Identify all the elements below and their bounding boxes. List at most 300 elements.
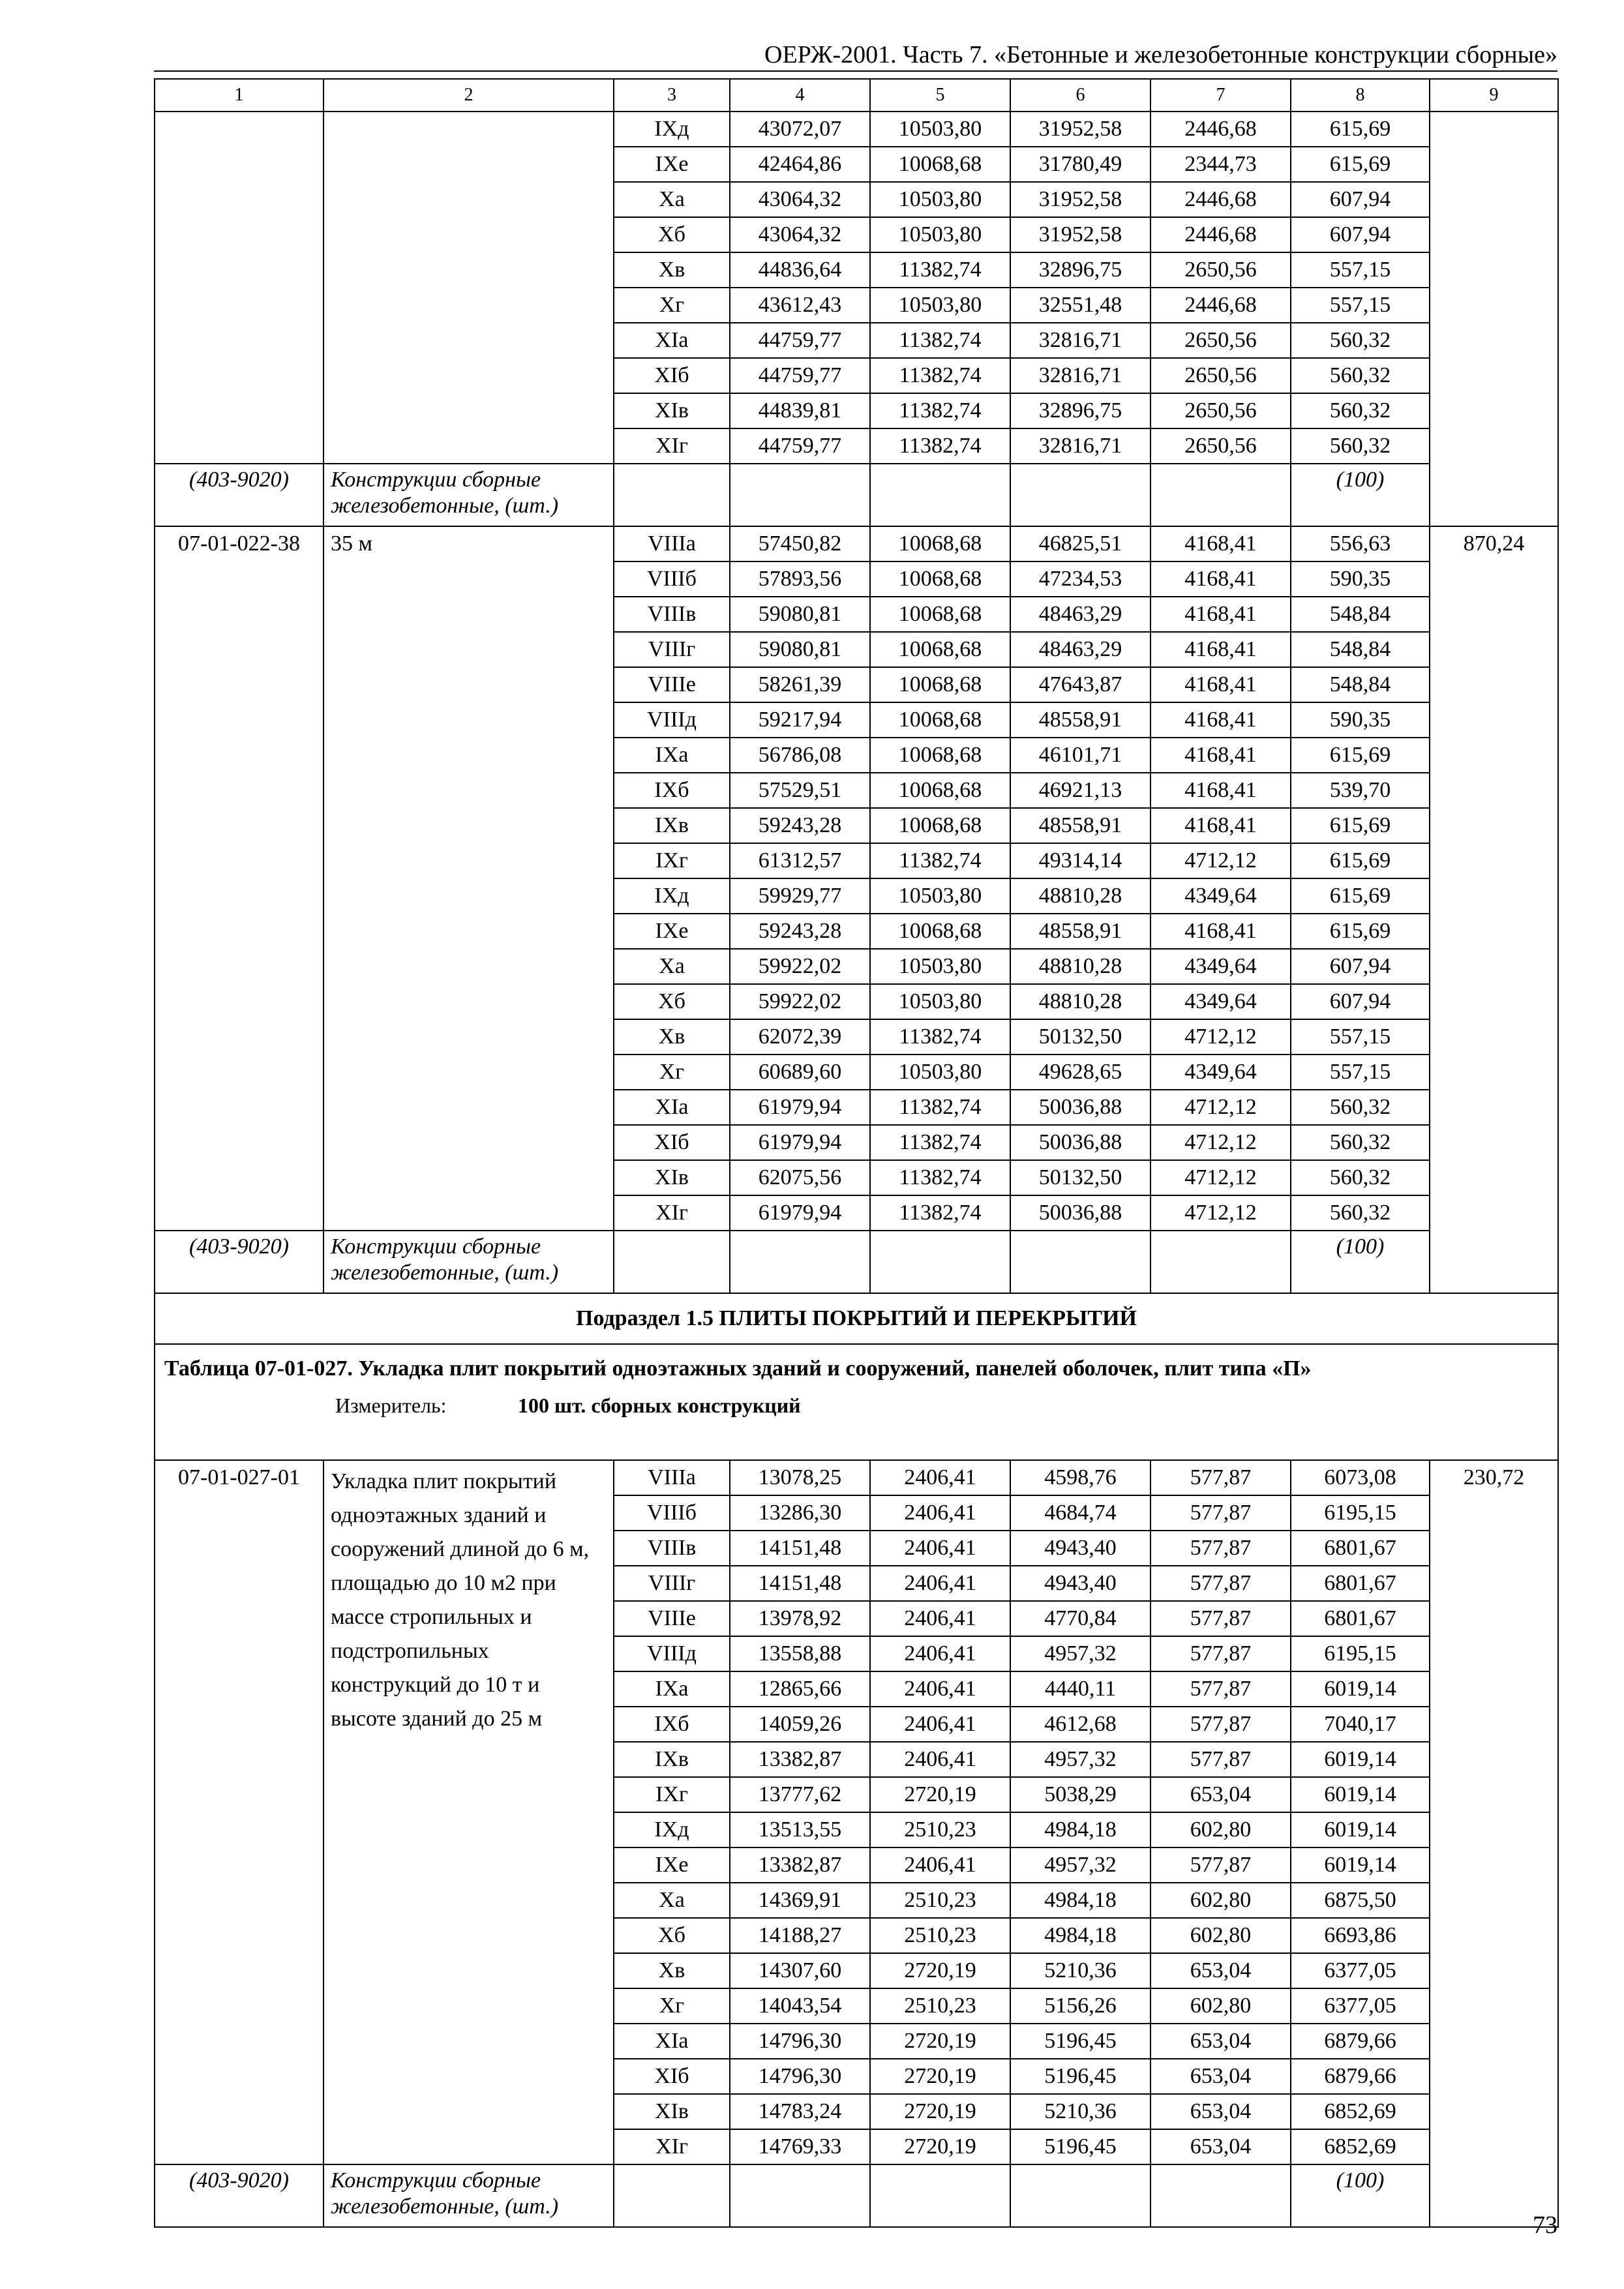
region-zone: IXе [614,1848,730,1883]
rate-description [323,112,614,464]
material-cost: 6852,69 [1291,2094,1430,2129]
total-cost: 61312,57 [730,843,870,878]
machine-cost: 4957,32 [1010,1742,1150,1777]
total-cost: 42464,86 [730,147,870,182]
labor-cost: 10068,68 [870,526,1010,561]
empty-cell [1010,464,1150,526]
region-zone: XIб [614,358,730,393]
labor-cost: 10068,68 [870,597,1010,632]
region-zone: Xа [614,182,730,217]
machine-cost: 31952,58 [1010,112,1150,147]
total-cost: 43064,32 [730,217,870,252]
column-number: 4 [730,79,870,112]
resource-code: (403-9020) [155,1231,323,1293]
machine-cost: 32896,75 [1010,393,1150,428]
resource-name: Конструкции сборные железобетонные, (шт.) [323,464,614,526]
empty-cell [614,464,730,526]
labor-cost: 11382,74 [870,1090,1010,1125]
column-number: 3 [614,79,730,112]
machinist-wage: 4168,41 [1150,632,1291,667]
empty-cell [1150,464,1291,526]
measure-unit-value: 100 шт. сборных конструкций [518,1394,801,1417]
labor-cost: 2720,19 [870,2024,1010,2059]
machinist-wage: 602,80 [1150,1988,1291,2024]
labor-hours [1430,112,1558,526]
total-cost: 13558,88 [730,1636,870,1671]
region-zone: XIб [614,1125,730,1160]
material-cost: 607,94 [1291,984,1430,1019]
total-cost: 59243,28 [730,808,870,843]
machine-cost: 31952,58 [1010,217,1150,252]
total-cost: 59922,02 [730,984,870,1019]
labor-cost: 11382,74 [870,1195,1010,1231]
region-zone: VIIIд [614,1636,730,1671]
machine-cost: 48558,91 [1010,702,1150,738]
rates-table [154,78,1559,2228]
material-cost: 615,69 [1291,843,1430,878]
region-zone: VIIIг [614,1566,730,1601]
machine-cost: 4984,18 [1010,1883,1150,1918]
empty-cell [1150,1231,1291,1293]
total-cost: 13078,25 [730,1460,870,1495]
material-cost: 607,94 [1291,182,1430,217]
material-cost: 557,15 [1291,1055,1430,1090]
machinist-wage: 4349,64 [1150,878,1291,914]
labor-cost: 10503,80 [870,112,1010,147]
material-cost: 560,32 [1291,323,1430,358]
machinist-wage: 653,04 [1150,2129,1291,2164]
region-zone: XIв [614,2094,730,2129]
material-cost: 6693,86 [1291,1918,1430,1953]
resource-row [155,2164,1558,2227]
rate-row [155,1460,1558,1495]
total-cost: 59243,28 [730,914,870,949]
region-zone: XIб [614,2059,730,2094]
machinist-wage: 4349,64 [1150,984,1291,1019]
region-zone: IXв [614,1742,730,1777]
labor-cost: 11382,74 [870,843,1010,878]
labor-cost: 2720,19 [870,1953,1010,1988]
total-cost: 61979,94 [730,1090,870,1125]
total-cost: 14369,91 [730,1883,870,1918]
machine-cost: 46825,51 [1010,526,1150,561]
page-number: 73 [1533,2211,1557,2239]
total-cost: 57893,56 [730,561,870,597]
labor-cost: 10068,68 [870,147,1010,182]
machine-cost: 4943,40 [1010,1531,1150,1566]
region-zone: IXг [614,1777,730,1812]
resource-row [155,464,1558,526]
machinist-wage: 4168,41 [1150,526,1291,561]
region-zone: Xг [614,288,730,323]
machine-cost: 4770,84 [1010,1601,1150,1636]
machinist-wage: 577,87 [1150,1848,1291,1883]
labor-cost: 2406,41 [870,1848,1010,1883]
material-cost: 556,63 [1291,526,1430,561]
machine-cost: 4984,18 [1010,1812,1150,1848]
total-cost: 62072,39 [730,1019,870,1055]
total-cost: 59929,77 [730,878,870,914]
labor-cost: 10068,68 [870,667,1010,702]
machinist-wage: 2650,56 [1150,393,1291,428]
material-cost: 6801,67 [1291,1531,1430,1566]
labor-cost: 11382,74 [870,1125,1010,1160]
labor-cost: 10503,80 [870,217,1010,252]
machine-cost: 46921,13 [1010,773,1150,808]
machine-cost: 4957,32 [1010,1636,1150,1671]
labor-cost: 10503,80 [870,949,1010,984]
labor-cost: 2406,41 [870,1566,1010,1601]
machine-cost: 5196,45 [1010,2059,1150,2094]
material-cost: 607,94 [1291,949,1430,984]
machine-cost: 48463,29 [1010,632,1150,667]
measure-unit-label: Измеритель: [335,1394,447,1417]
machine-cost: 48810,28 [1010,878,1150,914]
labor-cost: 2510,23 [870,1918,1010,1953]
machinist-wage: 4168,41 [1150,561,1291,597]
machinist-wage: 4349,64 [1150,949,1291,984]
labor-cost: 10068,68 [870,702,1010,738]
rate-description: 35 м [323,526,614,1231]
labor-cost: 10068,68 [870,808,1010,843]
machinist-wage: 2650,56 [1150,323,1291,358]
region-zone: XIг [614,428,730,464]
material-cost: 590,35 [1291,561,1430,597]
labor-cost: 11382,74 [870,1160,1010,1195]
region-zone: XIа [614,1090,730,1125]
machinist-wage: 4168,41 [1150,597,1291,632]
material-cost: 615,69 [1291,878,1430,914]
machinist-wage: 4168,41 [1150,773,1291,808]
machinist-wage: 2446,68 [1150,217,1291,252]
total-cost: 14043,54 [730,1988,870,2024]
region-zone: VIIIб [614,1495,730,1531]
region-zone: IXе [614,147,730,182]
machinist-wage: 653,04 [1150,2059,1291,2094]
machinist-wage: 2446,68 [1150,288,1291,323]
labor-cost: 10503,80 [870,1055,1010,1090]
machine-cost: 48810,28 [1010,949,1150,984]
region-zone: XIг [614,1195,730,1231]
column-number-row [155,79,1558,112]
labor-cost: 11382,74 [870,323,1010,358]
machine-cost: 31780,49 [1010,147,1150,182]
table-title-row [155,1344,1558,1460]
region-zone: VIIIг [614,632,730,667]
total-cost: 62075,56 [730,1160,870,1195]
material-cost: 560,32 [1291,428,1430,464]
region-zone: VIIIв [614,1531,730,1566]
region-zone: Xб [614,984,730,1019]
rate-code: 07-01-027-01 [155,1460,323,2164]
total-cost: 61979,94 [730,1195,870,1231]
labor-cost: 10503,80 [870,878,1010,914]
labor-cost: 11382,74 [870,252,1010,288]
machine-cost: 32816,71 [1010,428,1150,464]
empty-cell [614,1231,730,1293]
material-cost: 615,69 [1291,112,1430,147]
rate-code [155,112,323,464]
region-zone: Xв [614,1019,730,1055]
region-zone: IXв [614,808,730,843]
labor-cost: 2720,19 [870,2059,1010,2094]
total-cost: 12865,66 [730,1671,870,1707]
total-cost: 44759,77 [730,358,870,393]
machinist-wage: 602,80 [1150,1918,1291,1953]
machine-cost: 5210,36 [1010,2094,1150,2129]
total-cost: 13382,87 [730,1848,870,1883]
material-cost: 615,69 [1291,738,1430,773]
material-cost: 6377,05 [1291,1953,1430,1988]
empty-cell [614,2164,730,2227]
region-zone: Xа [614,949,730,984]
rate-row [155,112,1558,147]
labor-cost: 2510,23 [870,1988,1010,2024]
labor-cost: 2406,41 [870,1601,1010,1636]
region-zone: VIIIа [614,526,730,561]
labor-cost: 2406,41 [870,1742,1010,1777]
empty-cell [730,1231,870,1293]
machine-cost: 32896,75 [1010,252,1150,288]
resource-quantity: (100) [1291,1231,1430,1293]
machine-cost: 48810,28 [1010,984,1150,1019]
table-title: Таблица 07-01-027. Укладка плит покрытий одноэтажных зданий и сооружений, панелей оболочек, плит типа «П» [164,1356,1312,1381]
measure-unit [164,1392,1548,1419]
total-cost: 13777,62 [730,1777,870,1812]
total-cost: 59217,94 [730,702,870,738]
labor-cost: 10068,68 [870,773,1010,808]
machine-cost: 32551,48 [1010,288,1150,323]
region-zone: XIв [614,393,730,428]
machine-cost: 5156,26 [1010,1988,1150,2024]
resource-quantity: (100) [1291,2164,1430,2227]
table-title-cell [155,1344,1558,1460]
empty-cell [730,464,870,526]
machinist-wage: 577,87 [1150,1707,1291,1742]
machinist-wage: 4349,64 [1150,1055,1291,1090]
material-cost: 548,84 [1291,632,1430,667]
machine-cost: 5210,36 [1010,1953,1150,1988]
total-cost: 58261,39 [730,667,870,702]
total-cost: 43612,43 [730,288,870,323]
region-zone: Xг [614,1988,730,2024]
machine-cost: 31952,58 [1010,182,1150,217]
machinist-wage: 2650,56 [1150,252,1291,288]
machinist-wage: 4712,12 [1150,1195,1291,1231]
resource-name: Конструкции сборные железобетонные, (шт.) [323,1231,614,1293]
labor-cost: 10068,68 [870,914,1010,949]
region-zone: Xа [614,1883,730,1918]
machine-cost: 50036,88 [1010,1090,1150,1125]
machinist-wage: 577,87 [1150,1495,1291,1531]
region-zone: Xв [614,252,730,288]
labor-cost: 2406,41 [870,1460,1010,1495]
machine-cost: 4943,40 [1010,1566,1150,1601]
total-cost: 44759,77 [730,428,870,464]
machinist-wage: 2650,56 [1150,428,1291,464]
total-cost: 60689,60 [730,1055,870,1090]
machinist-wage: 653,04 [1150,1777,1291,1812]
subsection-title: Подраздел 1.5 ПЛИТЫ ПОКРЫТИЙ И ПЕРЕКРЫТИЙ [155,1293,1558,1344]
total-cost: 14188,27 [730,1918,870,1953]
material-cost: 6195,15 [1291,1636,1430,1671]
region-zone: IXг [614,843,730,878]
machinist-wage: 602,80 [1150,1883,1291,1918]
labor-cost: 10068,68 [870,561,1010,597]
total-cost: 59922,02 [730,949,870,984]
machine-cost: 4957,32 [1010,1848,1150,1883]
labor-cost: 2510,23 [870,1812,1010,1848]
page-header-title: ОЕРЖ-2001. Часть 7. «Бетонные и железобетонные конструкции сборные» [764,41,1557,68]
machine-cost: 4984,18 [1010,1918,1150,1953]
total-cost: 44759,77 [730,323,870,358]
machinist-wage: 4712,12 [1150,843,1291,878]
rate-code: 07-01-022-38 [155,526,323,1231]
column-number: 2 [323,79,614,112]
region-zone: XIа [614,323,730,358]
total-cost: 14151,48 [730,1566,870,1601]
region-zone: Xб [614,1918,730,1953]
labor-cost: 11382,74 [870,428,1010,464]
machinist-wage: 2446,68 [1150,112,1291,147]
material-cost: 560,32 [1291,1125,1430,1160]
empty-cell [870,464,1010,526]
labor-cost: 2406,41 [870,1531,1010,1566]
machine-cost: 5196,45 [1010,2129,1150,2164]
region-zone: IXд [614,112,730,147]
region-zone: IXд [614,1812,730,1848]
material-cost: 6879,66 [1291,2024,1430,2059]
material-cost: 560,32 [1291,1090,1430,1125]
total-cost: 14151,48 [730,1531,870,1566]
machinist-wage: 653,04 [1150,2094,1291,2129]
labor-cost: 2406,41 [870,1671,1010,1707]
labor-cost: 2406,41 [870,1707,1010,1742]
machinist-wage: 4168,41 [1150,702,1291,738]
total-cost: 13978,92 [730,1601,870,1636]
machine-cost: 50132,50 [1010,1160,1150,1195]
material-cost: 6019,14 [1291,1742,1430,1777]
empty-cell [870,2164,1010,2227]
resource-row [155,1231,1558,1293]
machinist-wage: 4712,12 [1150,1160,1291,1195]
machinist-wage: 4168,41 [1150,667,1291,702]
total-cost: 57529,51 [730,773,870,808]
column-number: 8 [1291,79,1430,112]
total-cost: 56786,08 [730,738,870,773]
total-cost: 57450,82 [730,526,870,561]
total-cost: 59080,81 [730,632,870,667]
machinist-wage: 2650,56 [1150,358,1291,393]
region-zone: VIIIб [614,561,730,597]
empty-cell [730,2164,870,2227]
labor-cost: 2406,41 [870,1495,1010,1531]
material-cost: 6019,14 [1291,1812,1430,1848]
total-cost: 13382,87 [730,1742,870,1777]
material-cost: 560,32 [1291,358,1430,393]
labor-cost: 2720,19 [870,1777,1010,1812]
machine-cost: 50036,88 [1010,1125,1150,1160]
machine-cost: 49628,65 [1010,1055,1150,1090]
region-zone: Xб [614,217,730,252]
material-cost: 590,35 [1291,702,1430,738]
region-zone: IXа [614,1671,730,1707]
region-zone: VIIIе [614,1601,730,1636]
total-cost: 13513,55 [730,1812,870,1848]
labor-cost: 10503,80 [870,984,1010,1019]
machine-cost: 48558,91 [1010,914,1150,949]
machinist-wage: 4712,12 [1150,1090,1291,1125]
material-cost: 615,69 [1291,914,1430,949]
region-zone: Xг [614,1055,730,1090]
region-zone: IXа [614,738,730,773]
material-cost: 6073,08 [1291,1460,1430,1495]
machine-cost: 4440,11 [1010,1671,1150,1707]
region-zone: XIв [614,1160,730,1195]
material-cost: 6019,14 [1291,1848,1430,1883]
material-cost: 539,70 [1291,773,1430,808]
total-cost: 44839,81 [730,393,870,428]
machine-cost: 4612,68 [1010,1707,1150,1742]
region-zone: VIIIе [614,667,730,702]
resource-name: Конструкции сборные железобетонные, (шт.) [323,2164,614,2227]
machinist-wage: 2446,68 [1150,182,1291,217]
material-cost: 607,94 [1291,217,1430,252]
machinist-wage: 577,87 [1150,1460,1291,1495]
labor-cost: 11382,74 [870,358,1010,393]
machinist-wage: 4168,41 [1150,914,1291,949]
material-cost: 6019,14 [1291,1671,1430,1707]
region-zone: IXб [614,1707,730,1742]
labor-cost: 11382,74 [870,1019,1010,1055]
machine-cost: 48558,91 [1010,808,1150,843]
material-cost: 557,15 [1291,1019,1430,1055]
rate-description: Укладка плит покрытий одноэтажных зданий и сооружений длиной до 6 м, площадью до 10 м2 при массе стропильных и подстропильных конструкций до 10 т и высоте зданий до 25 м [323,1460,614,2164]
material-cost: 6377,05 [1291,1988,1430,2024]
total-cost: 44836,64 [730,252,870,288]
material-cost: 6801,67 [1291,1566,1430,1601]
material-cost: 7040,17 [1291,1707,1430,1742]
resource-quantity: (100) [1291,464,1430,526]
machine-cost: 46101,71 [1010,738,1150,773]
labor-hours: 230,72 [1430,1460,1558,2227]
material-cost: 6019,14 [1291,1777,1430,1812]
total-cost: 14783,24 [730,2094,870,2129]
machine-cost: 49314,14 [1010,843,1150,878]
machinist-wage: 4712,12 [1150,1125,1291,1160]
machinist-wage: 2344,73 [1150,147,1291,182]
machine-cost: 5038,29 [1010,1777,1150,1812]
material-cost: 6875,50 [1291,1883,1430,1918]
labor-cost: 2720,19 [870,2129,1010,2164]
subsection-row [155,1293,1558,1344]
total-cost: 14796,30 [730,2059,870,2094]
material-cost: 615,69 [1291,147,1430,182]
machinist-wage: 4168,41 [1150,808,1291,843]
total-cost: 14769,33 [730,2129,870,2164]
region-zone: IXб [614,773,730,808]
region-zone: VIIIв [614,597,730,632]
column-number: 7 [1150,79,1291,112]
machinist-wage: 4712,12 [1150,1019,1291,1055]
labor-cost: 10068,68 [870,632,1010,667]
material-cost: 560,32 [1291,1195,1430,1231]
rate-row [155,526,1558,561]
machinist-wage: 577,87 [1150,1601,1291,1636]
machine-cost: 50036,88 [1010,1195,1150,1231]
machine-cost: 5196,45 [1010,2024,1150,2059]
material-cost: 560,32 [1291,393,1430,428]
